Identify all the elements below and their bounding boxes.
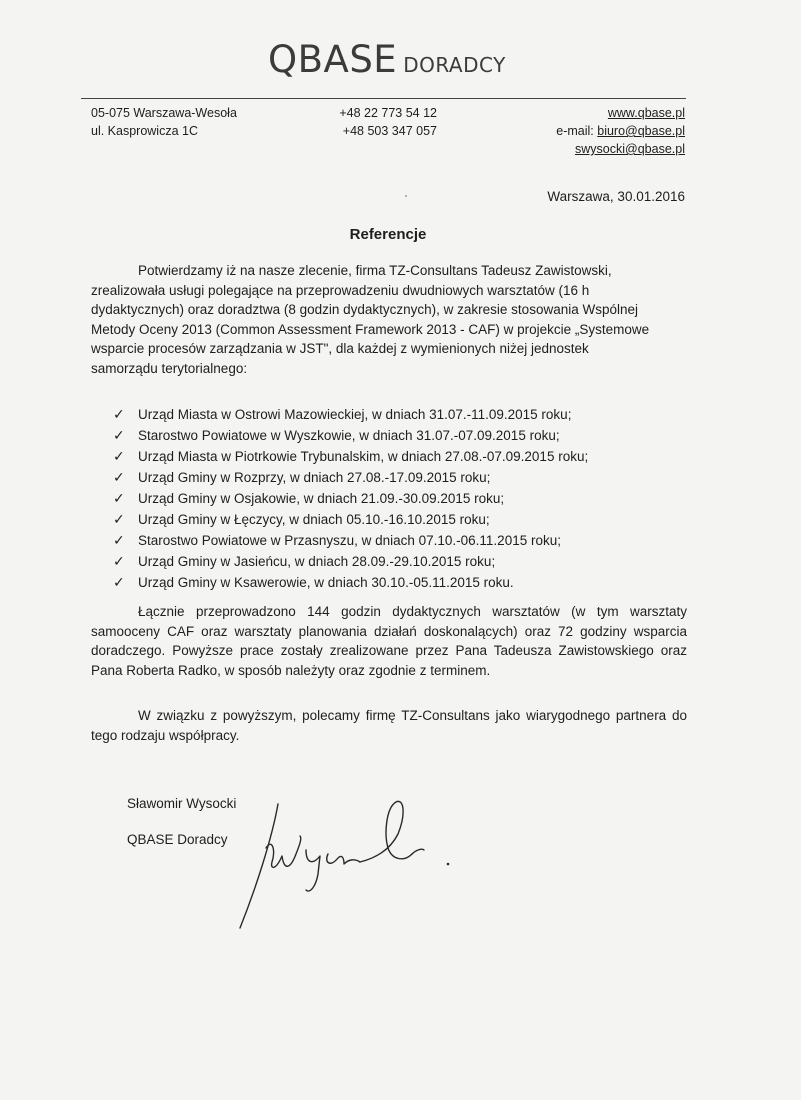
list-item: [113, 530, 588, 551]
checkmark-icon: ✓: [113, 553, 125, 569]
checkmark-icon: ✓: [113, 406, 125, 422]
list-item: [113, 551, 588, 572]
address-line: 05-075 Warszawa-Wesoła: [91, 106, 237, 120]
letter-date: Warszawa, 30.01.2016: [547, 189, 685, 204]
signature-icon: [226, 778, 456, 938]
company-logo: [268, 38, 506, 81]
intro-line: dydaktycznych) oraz doradztwa (8 godzin dydaktycznych), w zakresie stosowania Wspólnej: [91, 302, 638, 317]
unit-text: Urząd Gminy w Osjakowie, w dniach 21.09.-30.09.2015 roku;: [138, 491, 505, 506]
phone-number: +48 22 773 54 12: [339, 106, 437, 120]
checkmark-icon: ✓: [113, 490, 125, 506]
address-line: ul. Kasprowicza 1C: [91, 124, 198, 138]
recommendation-paragraph: [91, 706, 687, 745]
intro-line: wsparcie procesów zarządzania w JST", dla każdej z wymienionych niżej jednostek: [91, 341, 589, 356]
list-item: [113, 488, 588, 509]
unit-text: Urząd Gminy w Łęczycy, w dniach 05.10.-16.10.2015 roku;: [138, 512, 490, 527]
unit-text: Starostwo Powiatowe w Wyszkowie, w dniach 31.07.-07.09.2015 roku;: [138, 428, 560, 443]
phone-number: +48 503 347 057: [342, 124, 437, 138]
brand-main: QBASE: [268, 38, 398, 81]
company-address: [91, 104, 237, 140]
summary-paragraph: [91, 602, 687, 680]
unit-text: Urząd Gminy w Rozprzy, w dniach 27.08.-17.09.2015 roku;: [138, 470, 491, 485]
company-online: [556, 104, 685, 158]
intro-line: zrealizowała usługi polegające na przeprowadzeniu dwudniowych warsztatów (16 h: [91, 282, 590, 298]
list-item: [113, 404, 588, 425]
list-item: [113, 467, 588, 488]
intro-paragraph: [91, 261, 687, 378]
checkmark-icon: ✓: [113, 427, 125, 443]
units-list: [113, 404, 588, 593]
signatory-name: Sławomir Wysocki: [127, 796, 237, 811]
email-link[interactable]: swysocki@qbase.pl: [575, 142, 685, 156]
header-divider: [81, 98, 686, 99]
unit-text: Urząd Gminy w Jasieńcu, w dniach 28.09.-29.10.2015 roku;: [138, 554, 496, 569]
signatory-organization: QBASE Doradcy: [127, 832, 228, 847]
checkmark-icon: ✓: [113, 511, 125, 527]
summary-text: Łącznie przeprowadzono 144 godzin dydaktycznych warsztatów (w tym warsztaty samooceny CAF oraz warsztaty planowania działań doskonalących) oraz 72 godziny wsparcia doradczego. Powyższe prace zostały zrealizowane przez Pana Tadeusza Zawistowskiego oraz Pana Roberta Radko, w sposób należyty oraz zgodnie z terminem.: [91, 604, 687, 678]
email-link[interactable]: biuro@qbase.pl: [597, 124, 685, 138]
brand-sub: DORADCY: [403, 53, 506, 77]
checkmark-icon: ✓: [113, 469, 125, 485]
scan-speck: [405, 195, 407, 197]
company-phones: [337, 104, 437, 140]
unit-text: Urząd Gminy w Ksawerowie, w dniach 30.10.-05.11.2015 roku.: [138, 575, 514, 590]
list-item: [113, 572, 588, 593]
email-label: e-mail:: [556, 124, 598, 138]
list-item: [113, 446, 588, 467]
unit-text: Starostwo Powiatowe w Przasnyszu, w dniach 07.10.-06.11.2015 roku;: [138, 533, 561, 548]
letter-title: Referencje: [349, 226, 427, 243]
checkmark-icon: ✓: [113, 574, 125, 590]
intro-line: Metody Oceny 2013 (Common Assessment Framework 2013 - CAF) w projekcie „Systemowe: [91, 321, 650, 337]
intro-line: samorządu terytorialnego:: [91, 360, 248, 376]
recommendation-text: W związku z powyższym, polecamy firmę TZ-Consultans jako wiarygodnego partnera do tego rodzaju współpracy.: [91, 708, 687, 743]
intro-line: Potwierdzamy iż na nasze zlecenie, firma TZ-Consultans Tadeusz Zawistowski,: [138, 263, 612, 278]
unit-text: Urząd Miasta w Piotrkowie Trybunalskim, w dniach 27.08.-07.09.2015 roku;: [138, 449, 589, 464]
list-item: [113, 509, 588, 530]
checkmark-icon: ✓: [113, 448, 125, 464]
list-item: [113, 425, 588, 446]
unit-text: Urząd Miasta w Ostrowi Mazowieckiej, w dniach 31.07.-11.09.2015 roku;: [138, 407, 572, 422]
checkmark-icon: ✓: [113, 532, 125, 548]
website-link[interactable]: www.qbase.pl: [607, 106, 685, 120]
